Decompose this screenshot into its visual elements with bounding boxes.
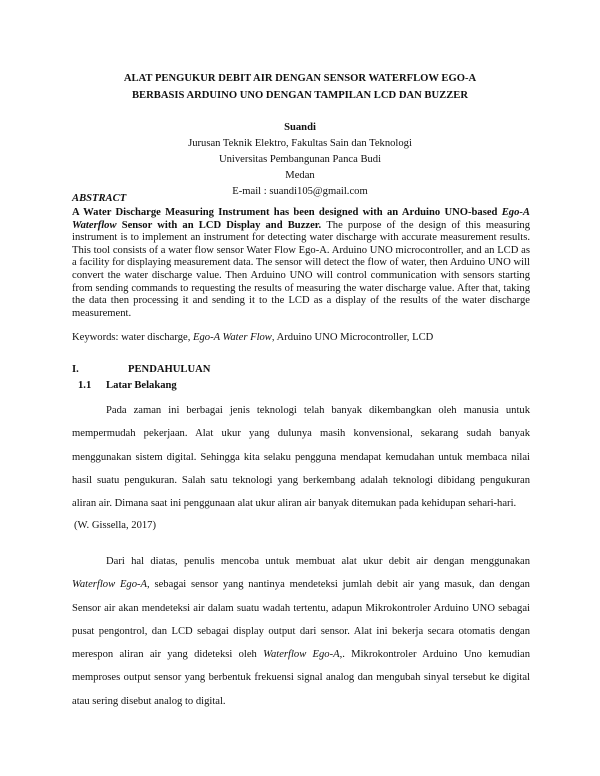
keywords-italic: Ego-A Water Flow <box>193 332 272 343</box>
title-line-1: ALAT PENGUKUR DEBIT AIR DENGAN SENSOR WATERFLOW EGO-A <box>123 73 477 84</box>
section-number: I. <box>72 364 79 375</box>
abstract-text <box>72 207 530 320</box>
paragraph-2-italic-1: Waterflow Ego-A <box>72 579 148 591</box>
author-university: Universitas Pembangunan Panca Budi <box>218 154 382 165</box>
citation: (W. Gissella, 2017) <box>74 520 156 531</box>
paper-title <box>60 70 540 104</box>
paragraph-1-text: Pada zaman ini berbagai jenis teknologi telah banyak dikembangkan oleh manusia untuk mempermudah pekerjaan. Alat ukur yang dulunya masih konvensional, sekarang sudah banyak menggunakan sistem digital. Sehingga kita selaku pengguna mendapat kemudahan untuk membaca nilai hasil suatu pengukuran. Salah satu teknologi yang berkembang adalah teknologi dibidang pengukuran aliran air. Dimana saat ini penggunaan alat ukur aliran air banyak ditemukan pada kehidupan sehari-hari. <box>72 405 530 510</box>
section-title: PENDAHULUAN <box>128 364 211 375</box>
author-department: Jurusan Teknik Elektro, Fakultas Sain dan Teknologi <box>188 138 412 149</box>
keywords-line <box>72 331 530 344</box>
keywords-rest: , Arduino UNO Microcontroller, LCD <box>271 332 434 343</box>
paragraph-2-italic-2: Waterflow Ego-A <box>263 649 340 661</box>
abstract-title-italic: Ego-A Waterflow <box>72 207 530 231</box>
paragraph-2-part-e: ,. Mikrokontroler Arduino Uno kemudian memproses output sensor yang berbentuk frekuensi signal analog dan mengubah sinyal tersebut ke digital atau sering disebut analog to digital. <box>72 649 530 707</box>
subsection-title: Latar Belakang <box>106 380 177 391</box>
author-email: E-mail : suandi105@gmail.com <box>232 186 368 197</box>
abstract-title-part1: A Water Discharge Measuring Instrument has been designed with an Arduino UNO-based <box>72 207 498 218</box>
keywords-label: Keywords: water discharge, <box>72 332 191 343</box>
paragraph-2-part-a: Dari hal diatas, penulis mencoba untuk membuat alat ukur debit air dengan menggunakan <box>106 556 530 567</box>
abstract-title-part2: Sensor with an LCD Display and Buzzer. <box>121 219 322 231</box>
paragraph-2-part-c: , sebagai sensor yang nantinya mendeteksi jumlah debit air yang masuk, dan dengan Sensor air akan mendeteksi air dalam suatu wadah tertentu, adapun Mikrokontroler Arduino UNO sebagai pusat pengontrol, dan LCD sebagai display output dari sensor. Alat ini bekerja secara otomatis dengan merespon aliran air yang dideteksi oleh <box>72 579 530 661</box>
title-line-2: BERBASIS ARDUINO UNO DENGAN TAMPILAN LCD DAN BUZZER <box>131 90 468 101</box>
abstract-heading: ABSTRACT <box>72 193 127 204</box>
paragraph-2 <box>72 550 530 713</box>
author-block <box>60 120 540 200</box>
subsection-number: 1.1 <box>78 380 92 391</box>
paragraph-1 <box>72 399 530 515</box>
author-name: Suandi <box>284 122 316 133</box>
author-city: Medan <box>285 170 315 181</box>
abstract-body: The purpose of the design of this measuring instrument is to implement an instrument for detecting water discharge with accurate measurement results. This tool consists of a water flow sensor Water Flow Ego-A. Arduino UNO microcontroller, and an LCD as a facility for displaying measurement data. The sensor will detect the flow of water, then Arduino UNO will convert the water discharge value. Then Arduino UNO will control communication with sensors starting from sending commands to requesting the results of measuring the water discharge value. After that, taking the data then processing it and sending it to the LCD as a display of the results of the water discharge measurement. <box>72 219 530 319</box>
